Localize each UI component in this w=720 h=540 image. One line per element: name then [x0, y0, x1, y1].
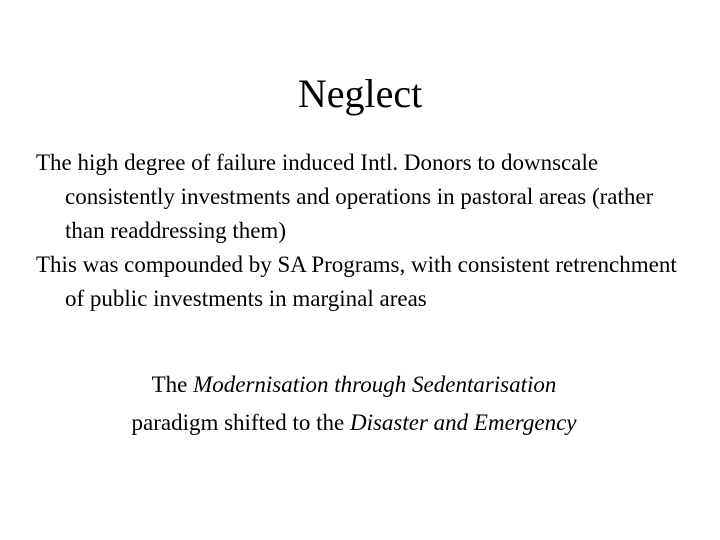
paragraph-sa-programs: This was compounded by SA Programs, with consistent retrenchment of public investments in marginal areas: [36, 252, 677, 311]
closing-statement: [0, 366, 708, 442]
closing-line-2-text: paradigm shifted to the: [131, 410, 350, 435]
paragraph-donors: The high degree of failure induced Intl. Donors to downscale consistently investments and operations in pastoral areas (rather than readdressing them): [36, 150, 654, 243]
closing-line-2: [0, 404, 708, 442]
closing-line-1-italic: Modernisation through Sedentarisation: [193, 372, 557, 397]
closing-line-1-text: The: [151, 372, 194, 397]
closing-line-1: [0, 366, 708, 404]
slide-body: [36, 146, 686, 316]
closing-line-2-italic: Disaster and Emergency: [349, 410, 577, 435]
slide-title: Neglect: [297, 71, 423, 116]
